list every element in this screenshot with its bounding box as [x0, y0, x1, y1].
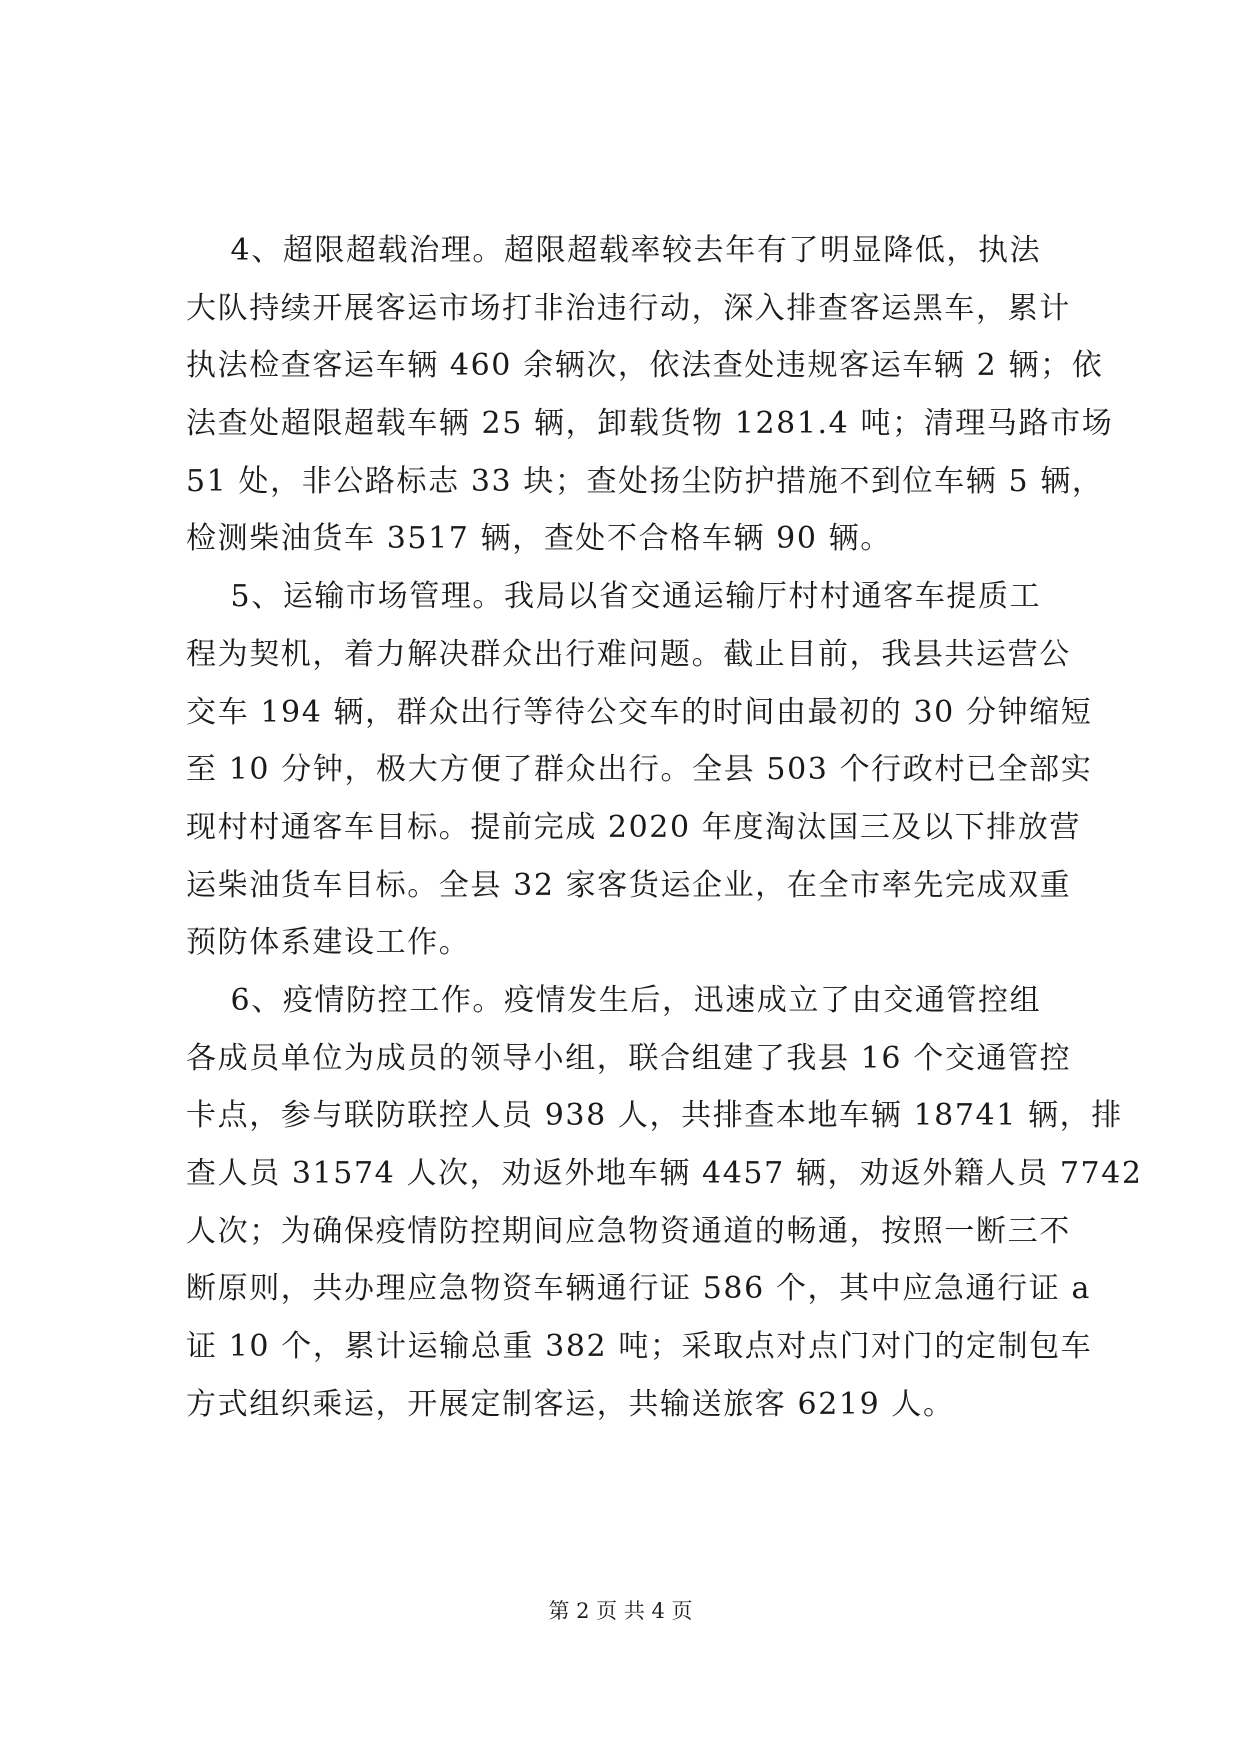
text-line: 预防体系建设工作。 — [186, 925, 471, 961]
text-line: 至 10 分钟，极大方便了群众出行。全县 503 个行政村已全部实 — [186, 752, 1093, 788]
page-number-footer: 第 2 页 共 4 页 — [548, 1599, 693, 1623]
text-line: 各成员单位为成员的领导小组，联合组建了我县 16 个交通管控 — [186, 1040, 1072, 1076]
text-line: 4、超限超载治理。超限超载率较去年有了明显降低，执法 — [186, 233, 1042, 268]
text-line: 方式组织乘运，开展定制客运，共输送旅客 6219 人。 — [186, 1386, 955, 1422]
text-line: 证 10 个，累计运输总重 382 吨；采取点对点门对门的定制包车 — [186, 1329, 1093, 1365]
text-line: 查人员 31574 人次，劝返外地车辆 4457 辆，劝返外籍人员 7742 — [186, 1156, 1143, 1191]
text-line: 大队持续开展客运市场打非治违行动，深入排查客运黑车，累计 — [186, 290, 1071, 326]
text-line: 断原则，共办理应急物资车辆通行证 586 个，其中应急通行证 a — [186, 1271, 1091, 1307]
text-line: 现村村通客车目标。提前完成 2020 年度淘汰国三及以下排放营 — [186, 809, 1082, 845]
text-line: 卡点，参与联防联控人员 938 人，共排查本地车辆 18741 辆，排 — [186, 1098, 1123, 1134]
text-line: 检测柴油货车 3517 辆，查处不合格车辆 90 辆。 — [186, 521, 892, 557]
text-line: 运柴油货车目标。全县 32 家客货运企业，在全市率先完成双重 — [186, 867, 1072, 903]
text-line: 51 处，非公路标志 33 块；查处扬尘防护措施不到位车辆 5 辆， — [186, 463, 1104, 499]
text-line: 5、运输市场管理。我局以省交通运输厅村村通客车提质工 — [186, 579, 1042, 615]
text-line: 法查处超限超载车辆 25 辆，卸载货物 1281.4 吨；清理马路市场 — [186, 406, 1114, 442]
text-line: 6、疫情防控工作。疫情发生后，迅速成立了由交通管控组 — [186, 982, 1042, 1018]
text-line: 执法检查客运车辆 460 余辆次，依法查处违规客运车辆 2 辆；依 — [186, 348, 1104, 384]
text-line: 人次；为确保疫情防控期间应急物资通道的畅通，按照一断三不 — [186, 1213, 1071, 1249]
text-line: 程为契机，着力解决群众出行难问题。截止目前，我县共运营公 — [186, 636, 1071, 672]
body-text — [186, 222, 1143, 1433]
text-line: 交车 194 辆，群众出行等待公交车的时间由最初的 30 分钟缩短 — [186, 694, 1093, 730]
